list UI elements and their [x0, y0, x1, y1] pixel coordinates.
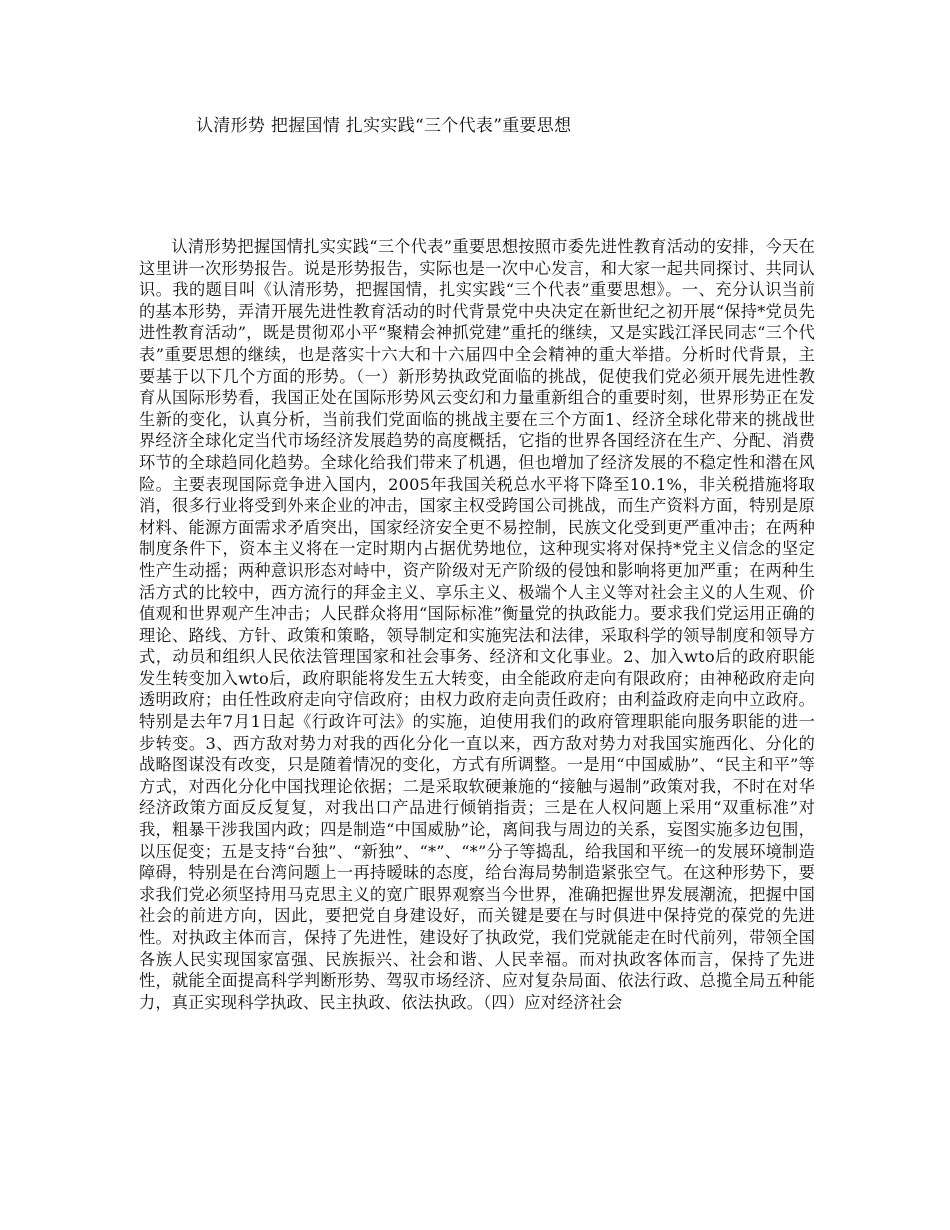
- document-title: 认清形势 把握国情 扎实实践“三个代表”重要思想: [196, 116, 572, 136]
- document-body-paragraph: 认清形势把握国情扎实实践“三个代表”重要思想按照市委先进性教育活动的安排，今天在这里讲一次形势报告。说是形势报告，实际也是一次中心发言，和大家一起共同探讨、共同认识。我的题目叫《认清形势，把握国情，扎实实践“三个代表”重要思想》。一、充分认识当前的基本形势，弄清开展先进性教育活动的时代背景党中央决定在新世纪之初开展“保持*党员先进性教育活动”，既是贯彻邓小平“聚精会神抓党建”重托的继续，又是实践江泽民同志“三个代表”重要思想的继续，也是落实十六大和十六届四中全会精神的重大举措。分析时代背景，主要基于以下几个方面的形势。（一）新形势执政党面临的挑战，促使我们党必须开展先进性教育从国际形势看，我国正处在国际形势风云变幻和力量重新组合的重要时刻，世界形势正在发生新的变化，认真分析，当前我们党面临的挑战主要在三个方面1、经济全球化带来的挑战世界经济全球化定当代市场经济发展趋势的高度概括，它指的世界各国经济在生产、分配、消费环节的全球趋同化趋势。全球化给我们带来了机遇，但也增加了经济发展的不稳定性和潜在风险。主要表现国际竞争进入国内，2005年我国关税总水平将下降至10.1%，非关税措施将取消，很多行业将受到外来企业的冲击，国家主权受跨国公司挑战，而生产资料方面，特别是原材料、能源方面需求矛盾突出，国家经济安全更不易控制，民族文化受到更严重冲击；在两种制度条件下，资本主义将在一定时期内占据优势地位，这种现实将对保持*党主义信念的坚定性产生动摇；两种意识形态对峙中，资产阶级对无产阶级的侵蚀和影响将更加严重；在两种生活方式的比较中，西方流行的拜金主义、享乐主义、极端个人主义等对社会主义的人生观、价值观和世界观产生冲击；人民群众将用“国际标准”衡量党的执政能力。要求我们党运用正确的理论、路线、方针、政策和策略，领导制定和实施宪法和法律，采取科学的领导制度和领导方式，动员和组织人民依法管理国家和社会事务、经济和文化事业。2、加入wto后的政府职能发生转变加入wto后，政府职能将发生五大转变，由全能政府走向有限政府；由神秘政府走向透明政府；由任性政府走向守信政府；由权力政府走向责任政府；由利益政府走向中立政府。特别是去年7月1日起《行政许可法》的实施，迫使用我们的政府管理职能向服务职能的进一步转变。3、西方敌对势力对我的西化分化一直以来，西方敌对势力对我国实施西化、分化的战略图谋没有改变，只是随着情况的变化，方式有所调整。一是用“中国威胁”、“民主和平”等方式，对西化分化中国找理论依据；二是采取软硬兼施的“接触与遏制”政策对我，不时在对华经济政策方面反反复复，对我出口产品进行倾销指责；三是在人权问题上采用“双重标准”对我，粗暴干涉我国内政；四是制造“中国威胁”论，离间我与周边的关系，妄图实施多边包围，以压促变；五是支持“台独”、“新独”、“*”、“*”分子等捣乱，给我国和平统一的发展环境制造障碍，特别是在台湾问题上一再持暧昧的态度，给台海局势制造紧张空气。在这种形势下，要求我们党必须坚持用马克思主义的宽广眼界观察当今世界，准确把握世界发展潮流，把握中国社会的前进方向，因此，要把党自身建设好，而关键是要在与时俱进中保持党的葆党的先进性。对执政主体而言，保持了先进性，建设好了执政党，我们党就能走在时代前列，带领全国各族人民实现国家富强、民族振兴、社会和谐、人民幸福。而对执政客体而言，保持了先进性，就能全面提高科学判断形势、驾驭市场经济、应对复杂局面、依法行政、总揽全局五种能力，真正实现科学执政、民主执政、依法执政。（四）应对经济社会: [139, 237, 815, 1012]
